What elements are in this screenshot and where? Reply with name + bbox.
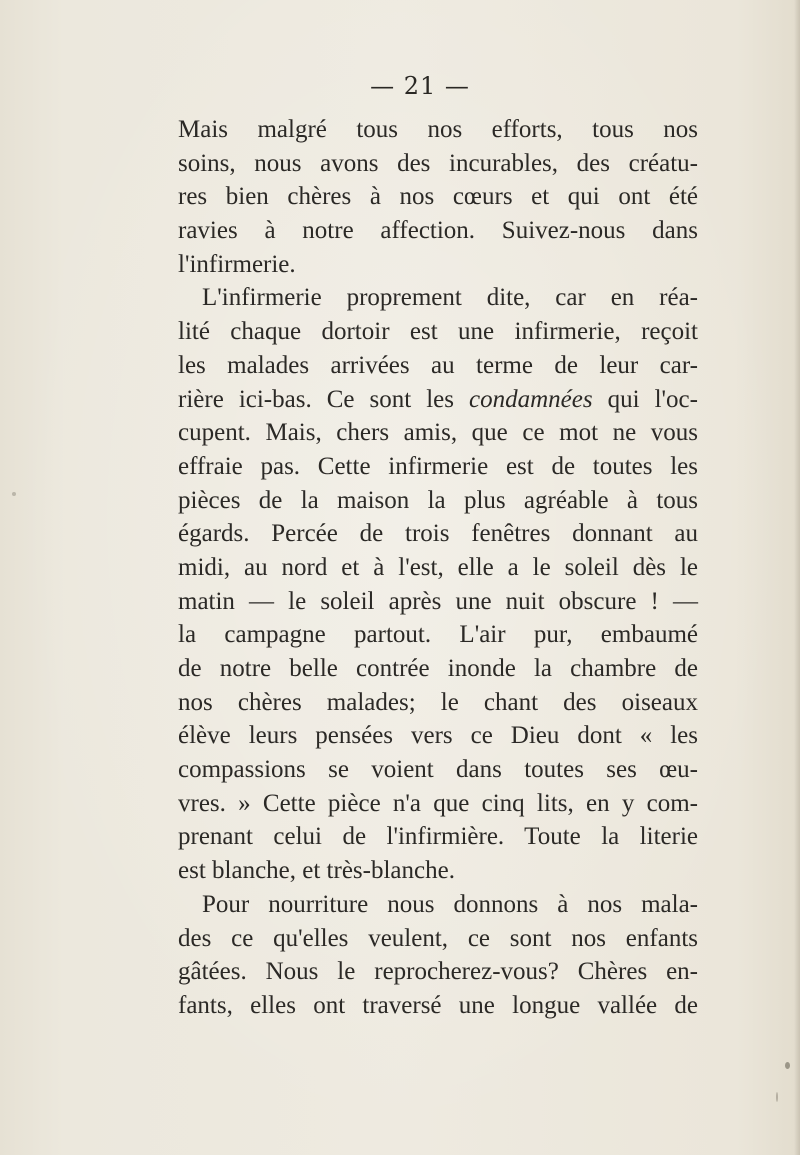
text-segment: qui l'oc- (592, 385, 698, 413)
text-line: élève leurs pensées vers ce Dieu dont « les (178, 722, 698, 750)
text-segment: rière ici-bas. Ce sont les (178, 385, 470, 413)
text-line: compassions se voient dans toutes ses œu- (178, 756, 698, 784)
text-line: L'infirmerie proprement dite, car en réa- (202, 284, 698, 312)
body-text (178, 113, 698, 1023)
paper-speck (12, 492, 16, 496)
text-line: vres. » Cette pièce n'a que cinq lits, en y com- (178, 789, 698, 817)
text-line: cupent. Mais, chers amis, que ce mot ne vous (178, 419, 698, 447)
paper-speck (776, 1092, 778, 1102)
page-edge-shadow (794, 0, 800, 1155)
text-line: prenant celui de l'infirmière. Toute la literie (178, 823, 698, 851)
text-line (178, 383, 698, 417)
page-number: — 21 — (370, 72, 470, 100)
text-line: effraie pas. Cette infirmerie est de toutes les (178, 452, 698, 480)
text-line: soins, nous avons des incurables, des créatu- (178, 149, 698, 177)
text-line: est blanche, et très-blanche. (178, 857, 455, 885)
text-line: nos chères malades; le chant des oiseaux (178, 688, 698, 716)
text-line: pièces de la maison la plus agréable à tous (178, 486, 698, 514)
text-line: Pour nourriture nous donnons à nos mala- (202, 890, 698, 918)
text-line: Mais malgré tous nos efforts, tous nos (178, 116, 698, 143)
text-line: lité chaque dortoir est une infirmerie, reçoit (178, 318, 698, 346)
italic-word: condamnées (469, 385, 593, 413)
text-line: midi, au nord et à l'est, elle a le soleil dès le (178, 553, 698, 581)
text-line: la campagne partout. L'air pur, embaumé (178, 621, 698, 649)
text-line: ravies à notre affection. Suivez-nous dans (178, 217, 698, 245)
paper-speck (785, 1062, 790, 1069)
text-line: des ce qu'elles veulent, ce sont nos enfants (178, 924, 698, 952)
text-line: fants, elles ont traversé une longue vallée de (178, 991, 698, 1019)
text-line: l'infirmerie. (178, 250, 296, 278)
text-line: les malades arrivées au terme de leur car- (178, 351, 698, 379)
text-line: res bien chères à nos cœurs et qui ont été (178, 183, 698, 211)
text-line: matin — le soleil après une nuit obscure ! — (178, 587, 698, 615)
text-line: égards. Percée de trois fenêtres donnant au (178, 520, 698, 548)
text-line: de notre belle contrée inonde la chambre de (178, 655, 698, 682)
text-line: gâtées. Nous le reprocherez-vous? Chères en- (178, 958, 698, 986)
